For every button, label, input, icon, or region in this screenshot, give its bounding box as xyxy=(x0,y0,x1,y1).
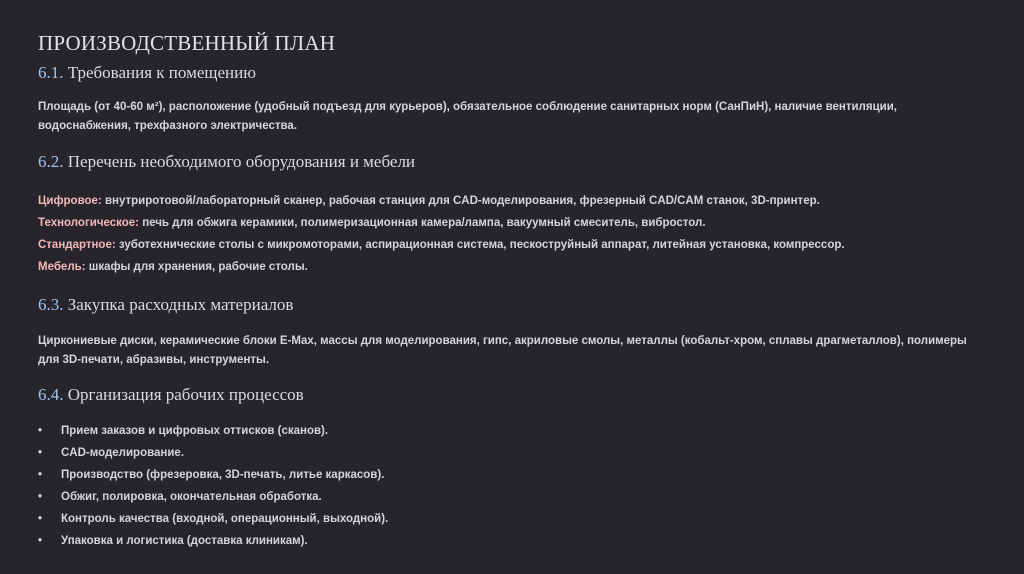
bullet-icon: • xyxy=(38,491,43,503)
section-heading-6-2 xyxy=(38,151,986,173)
equipment-item xyxy=(38,234,986,256)
equipment-list xyxy=(38,190,986,278)
equipment-item xyxy=(38,212,986,234)
section-title: Организация рабочих процессов xyxy=(67,385,304,404)
list-item-text: Упаковка и логистика (доставка клиникам). xyxy=(61,535,308,547)
list-item-text: Контроль качества (входной, операционный, выходной). xyxy=(61,513,389,525)
list-item-text: Производство (фрезеровка, 3D-печать, литье каркасов). xyxy=(61,469,385,481)
list-item xyxy=(38,530,986,552)
list-item xyxy=(38,486,986,508)
section-number: 6.2. xyxy=(38,152,64,171)
section-title: Закупка расходных материалов xyxy=(67,295,294,314)
bullet-icon: • xyxy=(38,425,43,437)
section-6-3-text: Циркониевые диски, керамические блоки E-Max, массы для моделирования, гипс, акриловые смолы, металлы (кобальт-хром, сплавы драгметаллов), полимеры для 3D-печати, абразивы, инструменты. xyxy=(38,335,967,366)
section-title: Перечень необходимого оборудования и мебели xyxy=(67,152,416,171)
list-item xyxy=(38,508,986,530)
process-list xyxy=(38,420,986,552)
section-heading-6-3 xyxy=(38,294,986,316)
section-6-1-text: Площадь (от 40-60 м²), расположение (удобный подъезд для курьеров), обязательное соблюдение санитарных норм (СанПиН), наличие вентиляции, водоснабжения, трехфазного электричества. xyxy=(38,101,897,132)
equipment-item xyxy=(38,256,986,278)
section-number: 6.1. xyxy=(38,63,64,82)
bullet-icon: • xyxy=(38,513,43,525)
section-title: Требования к помещению xyxy=(67,63,256,82)
bullet-icon: • xyxy=(38,469,43,481)
page-title: ПРОИЗВОДСТВЕННЫЙ ПЛАН xyxy=(38,31,336,55)
equipment-label: Технологическое: xyxy=(38,217,139,229)
bullet-icon: • xyxy=(38,535,43,547)
section-number: 6.3. xyxy=(38,295,64,314)
equipment-label: Мебель: xyxy=(38,261,86,273)
equipment-text: печь для обжига керамики, полимеризационная камера/лампа, вакуумный смеситель, вибростол. xyxy=(142,217,706,229)
section-heading-6-4 xyxy=(38,384,986,406)
equipment-label: Стандартное: xyxy=(38,239,116,251)
list-item-text: CAD-моделирование. xyxy=(61,447,185,459)
list-item xyxy=(38,420,986,442)
equipment-text: шкафы для хранения, рабочие столы. xyxy=(88,261,308,273)
list-item xyxy=(38,464,986,486)
equipment-item xyxy=(38,190,986,212)
section-number: 6.4. xyxy=(38,385,64,404)
equipment-label: Цифровое: xyxy=(38,195,102,207)
list-item-text: Прием заказов и цифровых оттисков (сканов). xyxy=(61,425,329,437)
bullet-icon: • xyxy=(38,447,43,459)
list-item-text: Обжиг, полировка, окончательная обработка. xyxy=(61,491,322,503)
list-item xyxy=(38,442,986,464)
equipment-text: зуботехнические столы с микромоторами, аспирационная система, пескоструйный аппарат, литейная установка, компрессор. xyxy=(118,239,845,251)
section-heading-6-1 xyxy=(38,62,986,84)
equipment-text: внутриротовой/лабораторный сканер, рабочая станция для CAD-моделирования, фрезерный CAD/CAM станок, 3D-принтер. xyxy=(104,195,820,207)
